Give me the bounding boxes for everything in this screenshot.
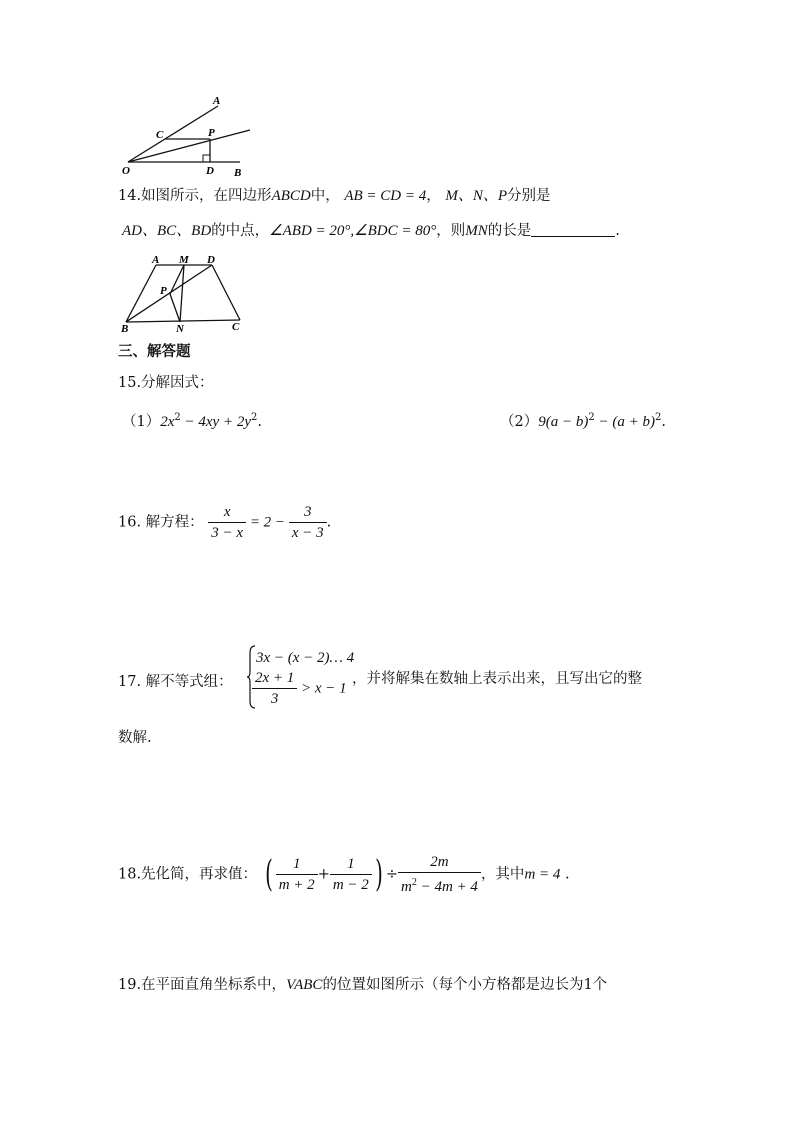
label-B: B	[121, 323, 129, 335]
question-14-line-2: AD、BC、BD的中点，∠ABD = 20°,∠BDC = 80°，则MN的长是 .	[122, 223, 620, 239]
question-15-part-1: $(1)2x^2 - 4xy + 2y^2$.	[122, 412, 262, 430]
fraction-rhs: $\frac{3}{x - 3}$	[289, 502, 327, 543]
label-P: P	[208, 127, 215, 139]
label-M: M	[179, 254, 189, 266]
label-C: C	[156, 129, 164, 141]
question-17-rest: ，并将解集在数轴上表示出来，且写出它的整	[352, 671, 642, 687]
question-19: 19.在平面直角坐标系中，VABC的位置如图所示（每个小方格都是边长为1个	[118, 977, 608, 993]
question-18: 18.先化简，再求值： ( $\frac{1}{m + 2}$ + $\frac{1}{m - 2}$ ) ÷ $\frac{2m}{m^2 - 4m + 4}$ ，其中m = 4 .	[118, 853, 570, 895]
question-15-stem: 15.分解因式：	[118, 375, 214, 391]
question-15-part-2: $(2)9(a - b)^2 - (a + b)^2$.	[500, 412, 666, 430]
label-A: A	[213, 95, 221, 107]
section-heading: 三、解答题	[118, 343, 191, 360]
label-O: O	[122, 165, 130, 177]
question-17-cont: 数解.	[118, 730, 152, 746]
label-B: B	[234, 167, 242, 179]
inequality-2: $\frac{2x + 1}{3}$ > x − 1	[252, 668, 347, 709]
question-14-line-1: 14.如图所示，在四边形ABCD中， AB = CD = 4， M、N、P分别是	[118, 188, 551, 204]
question-16: 16. 解方程： $\frac{x}{3 - x}$ = 2 − $\frac{3}{x - 3}$ .	[118, 504, 332, 541]
label-C: C	[232, 321, 240, 333]
label-D: D	[207, 254, 215, 266]
label-A: A	[152, 254, 160, 266]
answer-blank[interactable]	[531, 222, 615, 237]
label-N: N	[176, 323, 184, 335]
inequality-1: 3x − (x − 2)… 4	[256, 650, 355, 666]
angle-figure	[118, 92, 258, 182]
label-P: P	[160, 285, 167, 297]
fraction-lhs: $\frac{x}{3 - x}$	[208, 502, 246, 543]
question-17-stem: 17. 解不等式组：	[118, 674, 233, 690]
trapezoid-figure	[116, 252, 251, 336]
label-D: D	[206, 165, 214, 177]
